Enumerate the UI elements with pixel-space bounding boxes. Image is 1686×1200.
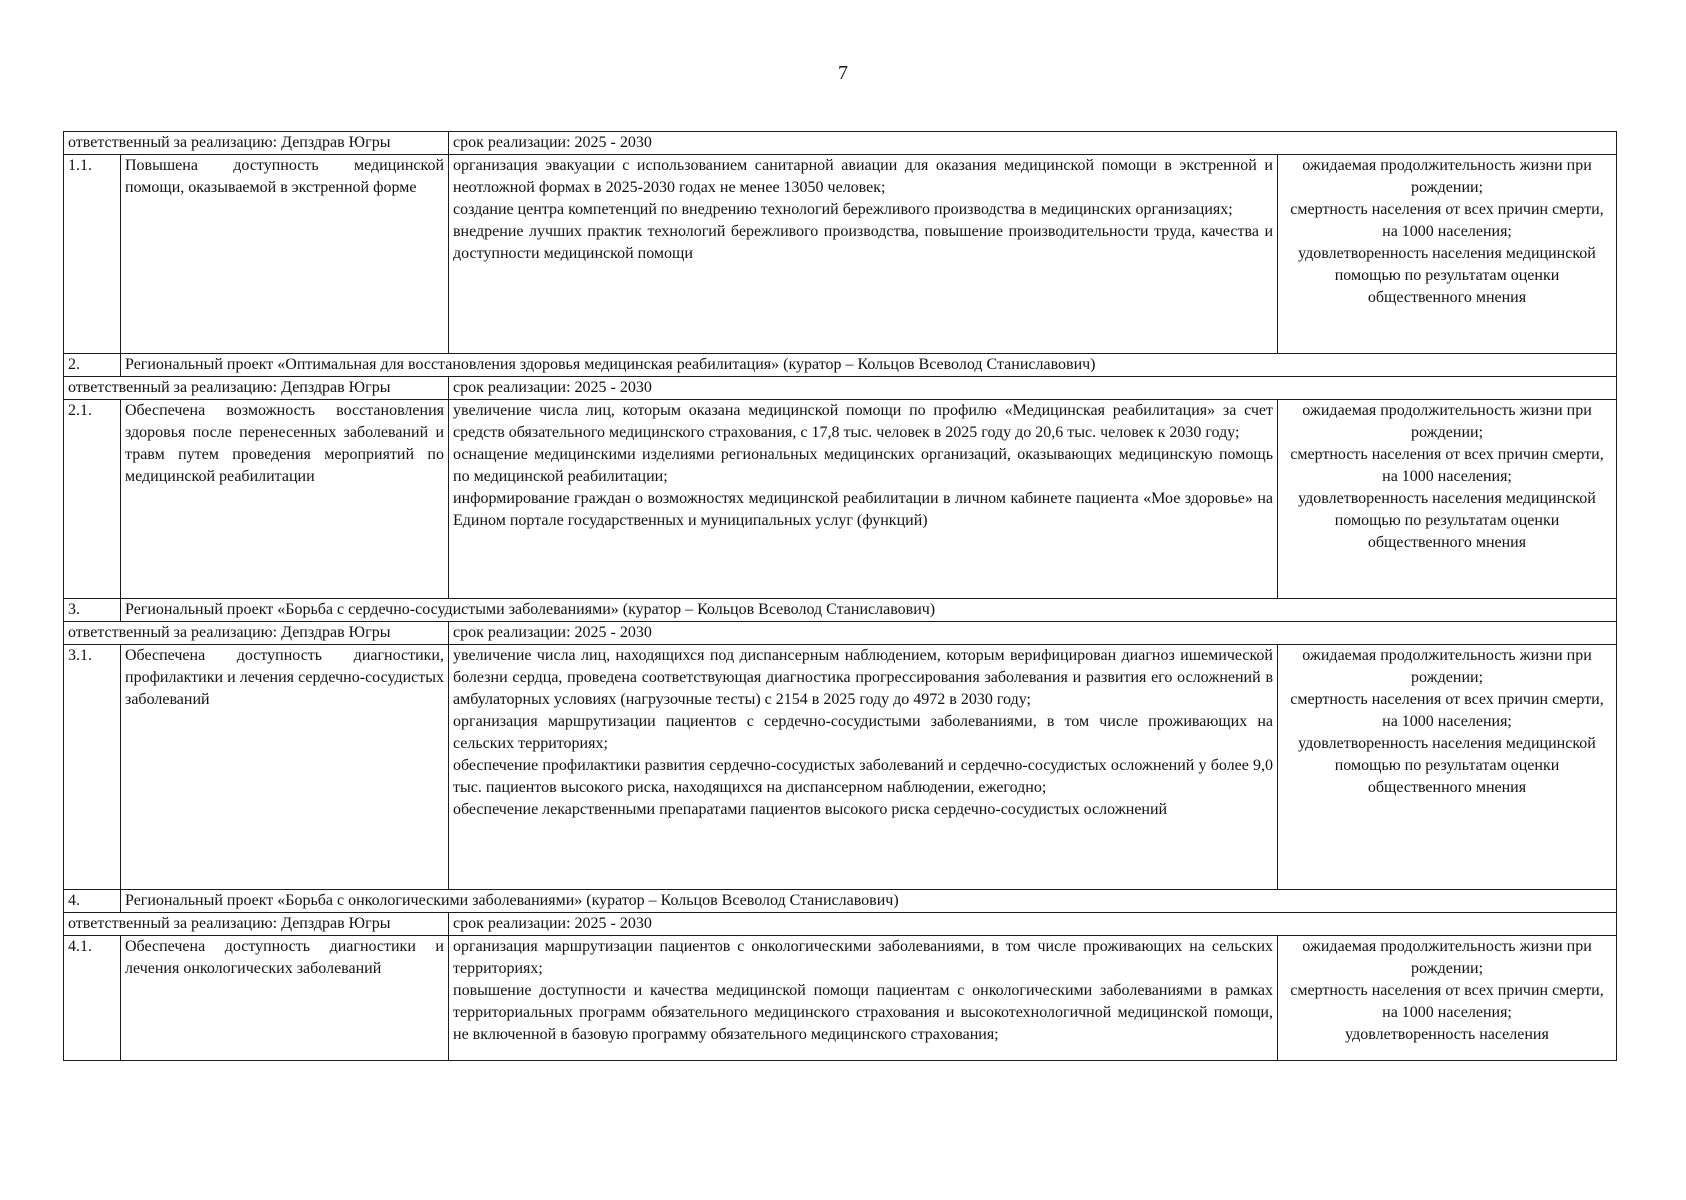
indicator-item: смертность населения от всех причин смерти, на 1000 населения; bbox=[1290, 982, 1604, 1021]
task-indicators bbox=[1278, 400, 1617, 599]
task-indicators bbox=[1278, 155, 1617, 354]
task-number: 3.1. bbox=[64, 645, 121, 890]
project-number: 3. bbox=[64, 599, 121, 622]
term-cell: срок реализации: 2025 - 2030 bbox=[449, 622, 1617, 645]
page-number: 7 bbox=[838, 62, 848, 84]
task-result: Повышена доступность медицинской помощи, оказываемой в экстренной форме bbox=[121, 155, 449, 354]
measure-item: обеспечение лекарственными препаратами пациентов высокого риска сердечно-сосудистых осложнений bbox=[453, 801, 1168, 818]
project-row bbox=[64, 890, 1617, 913]
task-indicators bbox=[1278, 645, 1617, 890]
responsible-cell: ответственный за реализацию: Депздрав Югры bbox=[64, 132, 449, 155]
measure-item: создание центра компетенций по внедрению технологий бережливого производства в медицинских организациях; bbox=[453, 201, 1233, 218]
task-number: 4.1. bbox=[64, 936, 121, 1061]
project-row bbox=[64, 599, 1617, 622]
measure-item: увеличение числа лиц, которым оказана медицинской помощи по профилю «Медицинская реабилитация» за счет средств обязательного медицинского страхования, с 17,8 тыс. человек в 2025 году до 20,6 тыс. человек к 2030 году; bbox=[453, 402, 1273, 441]
term-cell: срок реализации: 2025 - 2030 bbox=[449, 913, 1617, 936]
indicator-item: ожидаемая продолжительность жизни при рождении; bbox=[1302, 647, 1592, 686]
measure-item: внедрение лучших практик технологий бережливого производства, повышение производительности труда, качества и доступности медицинской помощи bbox=[453, 223, 1273, 262]
task-result: Обеспечена доступность диагностики, профилактики и лечения сердечно-сосудистых заболеваний bbox=[121, 645, 449, 890]
task-row bbox=[64, 155, 1617, 354]
task-measures bbox=[449, 400, 1278, 599]
indicator-item: ожидаемая продолжительность жизни при рождении; bbox=[1302, 938, 1592, 977]
project-title: Региональный проект «Борьба с сердечно-сосудистыми заболеваниями» (куратор – Кольцов Всеволод Станиславович) bbox=[121, 599, 1617, 622]
term-cell: срок реализации: 2025 - 2030 bbox=[449, 132, 1617, 155]
indicator-item: удовлетворенность населения bbox=[1345, 1026, 1549, 1043]
indicator-item: удовлетворенность населения медицинской помощью по результатам оценки общественного мнения bbox=[1298, 735, 1596, 796]
indicator-item: смертность населения от всех причин смерти, на 1000 населения; bbox=[1290, 691, 1604, 730]
responsible-cell: ответственный за реализацию: Депздрав Югры bbox=[64, 913, 449, 936]
project-number: 2. bbox=[64, 354, 121, 377]
measure-item: организация маршрутизации пациентов с онкологическими заболеваниями, в том числе проживающих на сельских территориях; bbox=[453, 938, 1273, 977]
responsible-row bbox=[64, 377, 1617, 400]
measure-item: обеспечение профилактики развития сердечно-сосудистых заболеваний и сердечно-сосудистых осложнений у более 9,0 тыс. пациентов высокого риска, находящихся на диспансерном наблюдении, ежегодно; bbox=[453, 757, 1273, 796]
measure-item: организация эвакуации с использованием санитарной авиации для оказания медицинской помощи в экстренной и неотложной формах в 2025-2030 годах не менее 13050 человек; bbox=[453, 157, 1273, 196]
indicator-item: ожидаемая продолжительность жизни при рождении; bbox=[1302, 402, 1592, 441]
responsible-row bbox=[64, 132, 1617, 155]
indicator-item: смертность населения от всех причин смерти, на 1000 населения; bbox=[1290, 446, 1604, 485]
task-row bbox=[64, 645, 1617, 890]
responsible-row bbox=[64, 622, 1617, 645]
indicator-item: удовлетворенность населения медицинской помощью по результатам оценки общественного мнения bbox=[1298, 245, 1596, 306]
measure-item: увеличение числа лиц, находящихся под диспансерным наблюдением, которым верифицирован диагноз ишемической болезни сердца, проведена соответствующая диагностика прогрессирования заболевания и развития его осложнений в амбулаторных условиях (нагрузочные тесты) с 2154 в 2025 году до 4972 в 2030 году; bbox=[453, 647, 1273, 708]
project-title: Региональный проект «Борьба с онкологическими заболеваниями» (куратор – Кольцов Всеволод Станиславович) bbox=[121, 890, 1617, 913]
measure-item: повышение доступности и качества медицинской помощи пациентам с онкологическими заболеваниями в рамках территориальных программ обязательного медицинского страхования и высокотехнологичной медицинской помощи, не включенной в базовую программу обязательного медицинского страхования; bbox=[453, 982, 1273, 1043]
responsible-cell: ответственный за реализацию: Депздрав Югры bbox=[64, 377, 449, 400]
project-row bbox=[64, 354, 1617, 377]
task-measures bbox=[449, 936, 1278, 1061]
project-title: Региональный проект «Оптимальная для восстановления здоровья медицинская реабилитация» (куратор – Кольцов Всеволод Станиславович) bbox=[121, 354, 1617, 377]
task-number: 2.1. bbox=[64, 400, 121, 599]
responsible-cell: ответственный за реализацию: Депздрав Югры bbox=[64, 622, 449, 645]
term-cell: срок реализации: 2025 - 2030 bbox=[449, 377, 1617, 400]
measure-item: информирование граждан о возможностях медицинской реабилитации в личном кабинете пациента «Мое здоровье» на Едином портале государственных и муниципальных услуг (функций) bbox=[453, 490, 1273, 529]
task-result: Обеспечена возможность восстановления здоровья после перенесенных заболеваний и травм путем проведения мероприятий по медицинской реабилитации bbox=[121, 400, 449, 599]
project-number: 4. bbox=[64, 890, 121, 913]
indicator-item: ожидаемая продолжительность жизни при рождении; bbox=[1302, 157, 1592, 196]
indicator-item: смертность населения от всех причин смерти, на 1000 населения; bbox=[1290, 201, 1604, 240]
program-table bbox=[63, 131, 1617, 1061]
task-result: Обеспечена доступность диагностики и лечения онкологических заболеваний bbox=[121, 936, 449, 1061]
task-row bbox=[64, 936, 1617, 1061]
measure-item: оснащение медицинскими изделиями региональных медицинских организаций, оказывающих медицинскую помощь по медицинской реабилитации; bbox=[453, 446, 1273, 485]
task-indicators bbox=[1278, 936, 1617, 1061]
task-measures bbox=[449, 155, 1278, 354]
indicator-item: удовлетворенность населения медицинской помощью по результатам оценки общественного мнения bbox=[1298, 490, 1596, 551]
measure-item: организация маршрутизации пациентов с сердечно-сосудистыми заболеваниями, в том числе проживающих на сельских территориях; bbox=[453, 713, 1273, 752]
task-number: 1.1. bbox=[64, 155, 121, 354]
responsible-row bbox=[64, 913, 1617, 936]
task-measures bbox=[449, 645, 1278, 890]
task-row bbox=[64, 400, 1617, 599]
